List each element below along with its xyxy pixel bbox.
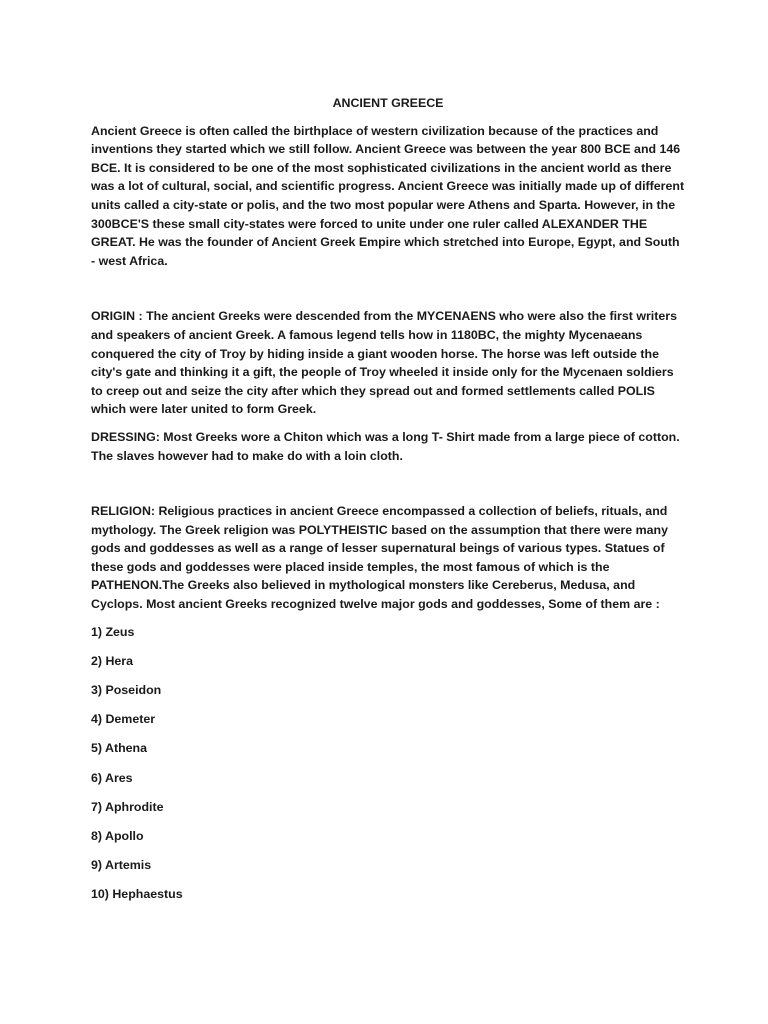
list-item: 1) Zeus (91, 624, 135, 639)
list-item: 5) Athena (91, 741, 147, 756)
gods-list (91, 623, 685, 915)
list-item: 4) Demeter (91, 712, 156, 727)
list-item: 3) Poseidon (91, 683, 162, 698)
religion-paragraph: RELIGION: Religious practices in ancient Greece encompassed a collection of beliefs, rituals, and mythology. The Greek religion was POLYTHEISTIC based on the assumption that there were many gods and goddesses as well as a range of lesser supernatural beings of various types. Statues of these gods and goddesses were placed inside temples, the most famous of which is the PATHENON.The Greeks also believed in mythological monsters like Cereberus, Medusa, and Cyclops. Most ancient Greeks recognized twelve major gods and goddesses, Some of them are : (91, 504, 668, 612)
document-page (91, 94, 685, 915)
list-item: 2) Hera (91, 653, 134, 668)
dressing-paragraph: DRESSING: Most Greeks wore a Chiton which was a long T- Shirt made from a large piece of cotton. The slaves however had to make do with a loin cloth. (91, 429, 680, 463)
origin-paragraph: ORIGIN : The ancient Greeks were descended from the MYCENAENS who were also the first writers and speakers of ancient Greek. A famous legend tells how in 1180BC, the mighty Mycenaeans conquered the city of Troy by hiding inside a giant wooden horse. The horse was left outside the city's gate and thinking it a gift, the people of Troy wheeled it inside only for the Mycenaen soldiers to creep out and seize the city after which they spread out and formed settlements called POLIS which were later united to form Greek. (91, 309, 677, 417)
list-item: 6) Ares (91, 770, 133, 785)
list-item: 8) Apollo (91, 828, 144, 843)
intro-paragraph: Ancient Greece is often called the birthplace of western civilization because of the practices and inventions they started which we still follow. Ancient Greece was between the year 800 BCE and 146 BCE. It is considered to be one of the most sophisticated civilizations in the ancient world as there was a lot of cultural, social, and scientific progress. Ancient Greece was initially made up of different units called a city-state or polis, and the two most popular were Athens and Sparta. However, in the 300BCE'S these small city-states were forced to unite under one ruler called ALEXANDER THE GREAT. He was the founder of Ancient Greek Empire which stretched into Europe, Egypt, and South - west Africa. (91, 123, 685, 268)
list-item: 10) Hephaestus (91, 887, 183, 902)
page-title: ANCIENT GREECE (332, 96, 444, 110)
list-item: 9) Artemis (91, 858, 152, 873)
list-item: 7) Aphrodite (91, 799, 164, 814)
